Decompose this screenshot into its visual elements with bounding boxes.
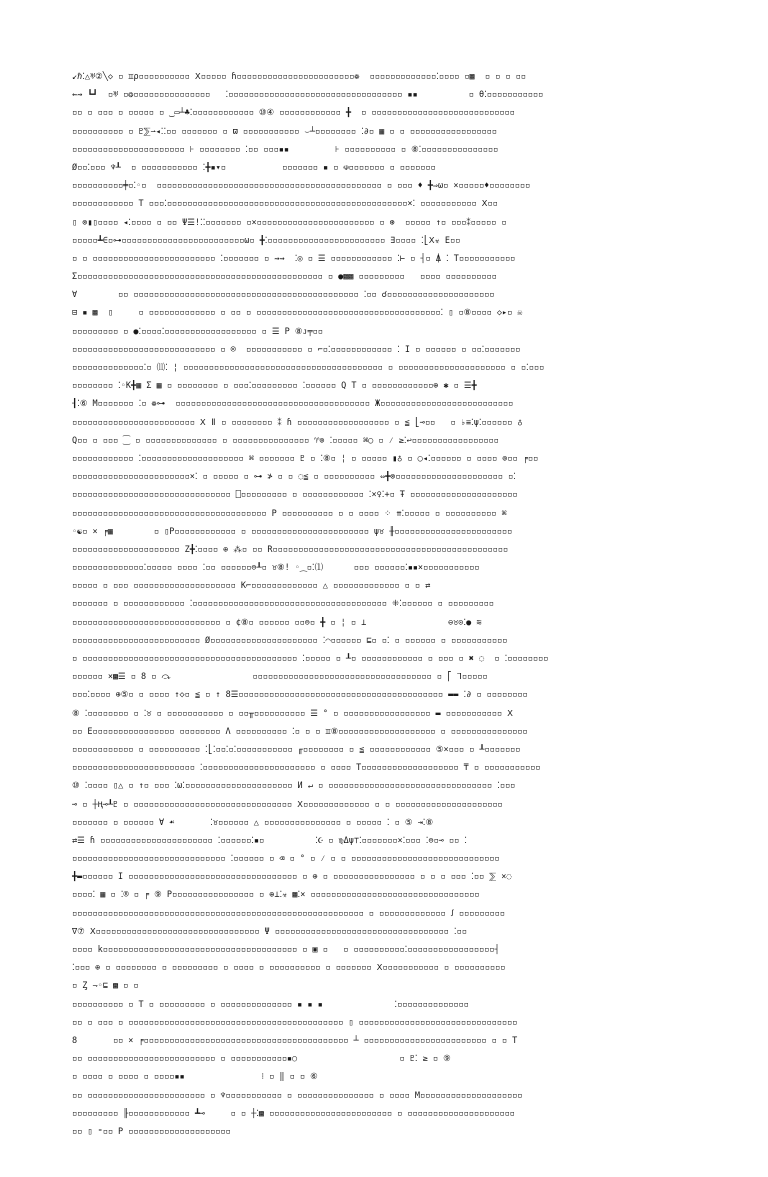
text-line: ⑧ ⁚▫▫▫▫▫▫▫▫ ▫ ⁚♉ ▫ ▫▫▫▫▫▫▫▫▫▫▫ ▫ ▫▫╥▫▫▫▫▫▫▫▫▫▫ ☰ ° ▫ ▫▫▫▫▫▫▫▫▫▫▫▫▫▫▫▫▫ ▬ ▫▫▫▫▫▫▫▫▫▫▫ Ⅹ: [72, 708, 513, 719]
text-line: ▫▫▫▫▫▫▫▫▫▫▫▫▫▫▫▫▫▫▫▫▫▫▫▫ ⁚▫▫▫▫▫▫▫▫▫▫▫▫▫▫▫▫▫▫▫▫▫▫ ▫ ▫▫▫▫ T▫▫▫▫▫▫▫▫▫▫▫▫▫▫▫▫▫▫▫ ₸ ▫ ▫▫▫▫▫▫▫▫▫▫▫: [72, 763, 541, 774]
text-line: Σ▫▫▫▫▫▫▫▫▫▫▫▫▫▫▫▫▫▫▫▫▫▫▫▫▫▫▫▫▫▫▫▫▫▫▫▫▫▫▫▫▫▫▫▫▫▫▫▫ ▫ ●▩▩ ▫▫▫▫▫▫▫▫▫ ▫▫▫▫ ▫▫▫▫▫▫▫▫▫▫: [72, 272, 497, 283]
text-line: ▫ ▫ ▫▫▫▫▫▫▫▫▫▫▫▫▫▫▫▫▫▫▫▫▫▫▫▫ ⁚▫▫▫▫▫▫▫ ▫ ⇝⇝ ⁚◎ ▫ ☰ ▫▫▫▫▫▫▫▫▫▫▫▫ ⁚⊢ ▫ ┤▫ ⍋ ⁚ T▫▫▫▫▫▫▫▫▫▫▫: [72, 253, 516, 264]
text-line: ▫▫▫▫▫▫▫▫▫▫╪▫⁚◦▫ ▫▫▫▫▫▫▫▫▫▫▫▫▫▫▫▫▫▫▫▫▫▫▫▫▫▫▫▫▫▫▫▫▫▫▫▫▫▫▫▫▫▫▫▫ ▫ ▫▫▫ ♦ ╋⇒ω▫ ×▫▫▫▫▫♦▫▫▫▫▫▫▫▫: [72, 181, 531, 192]
text-line: ▫▫▫▫▫▫▫▫▫▫ ▫ ♇⅀⇀◂⁚⁚▫▫ ▫▫▫▫▫▫▫ ▫ ϖ ▫▫▫▫▫▫▫▫▫▫▫ ⌣┴▫▫▫▫▫▫▫▫ ⁚∂▫ ▦ ▫ ▫ ▫▫▫▫▫▫▫▫▫▫▫▫▫▫▫▫▫: [72, 126, 497, 137]
text-line: ▫▫▫▫▫▫▫▫▫▫▫▫▫▫▫▫▫▫▫▫▫▫▫▫▫ Ø▫▫▫▫▫▫▫▫▫▫▫▫▫▫▫▫▫▫▫▫▫ ⁚⌒▫▫▫▫▫▫ ⊑▫ ▫⁚ ▫ ▫▫▫▫▫▫ ▫ ▫▫▫▫▫▫▫▫▫▫▫: [72, 635, 508, 646]
text-line: ⑩ ⁚▫▫▫▫ ▯△ ▫ ↑▫ ▫▫▫ ⁚ω⁚▫▫▫▫▫▫▫▫▫▫▫▫▫▫▫▫▫▫▫▫▫ И ↵ ▫ ▫▫▫▫▫▫▫▫▫▫▫▫▫▫▫▫▫▫▫▫▫▫▫▫▫▫▫▫▫▫▫▫ ⁚▫▫▫: [72, 781, 516, 792]
text-line: ▫▫▫▫▫▫▫▫▫▫▫▫▫▫▫▫▫▫▫▫▫ Z╋⁚▫▫▫▫ ⊕ ⁂▫ ▫▫ R▫▫▫▫▫▫▫▫▫▫▫▫▫▫▫▫▫▫▫▫▫▫▫▫▫▫▫▫▫▫▫▫▫▫▫▫▫▫▫▫▫▫▫▫▫▫: [72, 544, 508, 555]
text-line: [72, 1159, 697, 1177]
text-line: Q▫▫ ▫ ▫▫▫ ⁐ ▫ ▫▫▫▫▫▫▫▫▫▫▫▫▫▫ ▫ ▫▫▫▫▫▫▫▫▫▫▫▫▫▫▫ ♈⊚ ⁚▫▫▫▫▫ ⌘◯ ▫ ⁄ ≥⁚↩▫▫▫▫▫▫▫▫▫▫▫▫▫▫▫▫▫: [72, 435, 499, 446]
text-line: ▫▫▫⁚▫▫▫▫ ⊕⑤▫ ▫ ▫▫▫▫ ↑◇▫ ≦ ▫ ↑ 8☰▫▫▫▫▫▫▫▫▫▫▫▫▫▫▫▫▫▫▫▫▫▫▫▫▫▫▫▫▫▫▫▫▫▫▫▫▫▫▫▫ ▬▬ ⁚∂ ▫ ▫▫▫▫▫▫▫▫: [72, 690, 528, 701]
text-line: ▫▫▫▫▫▫▫▫▫▫▫▫▫▫▫▫▫▫▫▫▫▫▫×⁚ ▫ ▫▫▫▫▫ ▫ ⊶ ≯ ▫ ▫ ◌≦ ▫ ▫▫▫▫▫▫▫▫▫▫ ⇔╋⊗▫▫▫▫▫▫▫▫▫▫▫▫▫▫▫▫▫▫▫▫▫ ▫⁚: [72, 472, 516, 483]
text-line: ▫▫▫▫▫▫ ×▩☰ ▫ 8 ▫ ⤼ ▫▫▫▫▫▫▫▫▫▫▫▫▫▫▫▫▫▫▫▫▫▫▫▫▫▫▫▫▫▫▫▫▫▫▫ ▫ ⎡ ⅂▫▫▫▫▫: [72, 672, 488, 683]
text-line: ▫▫ E▫▫▫▫▫▫▫▫▫▫▫▫▫▫▫▫ ▫▫▫▫▫▫▫▫ Λ ▫▫▫▫▫▫▫▫▫▫ ⁚▫ ▫ ▫ ♊⑧▫▫▫▫▫▫▫▫▫▫▫▫▫▫▫▫▫▫▫ ▫ ▫▫▫▫▫▫▫▫▫▫▫▫▫▫▫: [72, 726, 528, 737]
text-line: ▫▫▫▫▫▫▫▫▫▫▫▫▫▫▫▫▫▫▫▫▫▫▫▫ Ⅹ ǁ ▫ ▫▫▫▫▫▫▫▫ ⁑ ɦ ▫▫▫▫▫▫▫▫▫▫▫▫▫▫▫▫▫▫ ▫ ≦ ⎣⊸▫▫ ▫ ♭≡⁚ψ⁚▫▫▫▫▫▫ ♁: [72, 417, 523, 428]
text-line: ▫▫▫▫▫▫▫▫▫▫▫▫ ⁚▫▫▫▫▫▫▫▫▫▫▫▫▫▫▫▫▫▫▫▫ ⌘ ▫▫▫▫▫▫▫ ♇ ▫ ⁚⑧▫ ¦ ▫ ▫▫▫▫▫ ▮♁ ▫ ◯◂⁚▫▫▫▫▫▫ ▫ ▫▫▫▫ ⊚▫▫ ╒▫▫: [72, 453, 539, 464]
text-line: ▫▫▫▫▫▫▫▫▫▫▫▫ T ▫▫▫⁚▫▫▫▫▫▫▫▫▫▫▫▫▫▫▫▫▫▫▫▫▫▫▫▫▫▫▫▫▫▫▫▫▫▫▫▫▫▫▫▫▫▫▫▫▫▫▫×⁚ ▫▫▫▫▫▫▫▫▫▫▫ Ⅹ▫▫: [72, 199, 498, 210]
text-line: ▫▫▫▫▫▫▫▫▫▫▫▫▫▫▫▫▫▫▫▫▫▫▫▫▫▫▫▫▫▫▫▫▫▫▫▫▫▫▫▫▫▫▫▫▫▫▫▫▫▫▫▫▫▫▫▫▫ ▫ ▫▫▫▫▫▫▫▫▫▫▫▫▫ ꭍ ▫▫▫▫▫▫▫▫▫: [72, 908, 505, 919]
text-line: ▫▫▫▫▫▫▫▫▫▫ ▫ T ▫ ▫▫▫▫▫▫▫▫▫ ▫ ▫▫▫▫▫▫▫▫▫▫▫▫▫▫ ▪ ▪ ▪ ⁚▫▫▫▫▫▫▫▫▫▫▫▫▫▫: [72, 999, 469, 1010]
text-line: ⊸ ▫ ┼Ⱨ⊸┸♇ ▫ ▫▫▫▫▫▫▫▫▫▫▫▫▫▫▫▫▫▫▫▫▫▫▫▫▫▫▫▫▫▫▫ Ⅹ▫▫▫▫▫▫▫▫▫▫▫▫▫ ▫ ▫ ▫▫▫▫▫▫▫▫▫▫▫▫▫▫▫▫▫▫▫▫▫: [72, 799, 503, 810]
text-line: ▫▫▫▫▫▫▫▫ ⁚◦K╋▦ Σ ▦ ▫ ▫▫▫▫▫▫▫▫ ▫ ▫▫▫⁚▫▫▫▫▫▫▫▫▫ ⁚▫▫▫▫▫▫ Q T ▫ ▫▫▫▫▫▫▫▫▫▫▫▫⊕ ✱ ▫ ☰╋: [72, 381, 477, 392]
text-line: ▫▫▫▫▫▫▫▫▫▫▫▫▫▫▫▫▫▫▫▫▫▫▫▫▫▫▫▫▫▫▫▫▫▫▫▫▫▫ P ▫▫▫▫▫▫▫▫▫▫ ▫ ▫ ▫▫▫▫ ⁘ ⇈⁚▫▫▫▫▫ ▫ ▫▫▫▫▫▫▫▫▫▫ ⌘: [72, 508, 507, 519]
text-line: ▫▫ ▯ ⁼▫▫ P ▫▫▫▫▫▫▫▫▫▫▫▫▫▫▫▫▫▫▫▫: [72, 1126, 231, 1137]
text-line: ▫▫▫▫▫▫▫▫▫ ╟▫▫▫▫▫▫▫▫▫▫▫▫ ┻⊸ ▫ ▫ ┼⁚▩ ▫▫▫▫▫▫▫▫▫▫▫▫▫▫▫▫▫▫▫▫▫▫▫▫ ▫ ▫▫▫▫▫▫▫▫▫▫▫▫▫▫▫▫▫▫▫▫▫: [72, 1108, 515, 1119]
text-line: Ø▫▫⁚▫▫▫ ♆┸ ▫ ▫▫▫▫▫▫▫▫▫▫▫ ⁚╋▪▾▫ ▫▫▫▫▫▫▫ ▪ ▫ ☫▫▫▫▫▫▫▫ ▫ ▫▫▫▫▫▫▫: [72, 162, 436, 173]
text-line: ⁚▫▫▫ ⊕ ▫ ▫▫▫▫▫▫▫▫ ▫ ▫▫▫▫▫▫▫▫▫ ▫ ▫▫▫▫ ▫ ▫▫▫▫▫▫▫▫▫▫ ▫ ▫▫▫▫▫▫▫ Ⅹ▫▫▫▫▫▫▫▫▫▫▫ ▫ ▫▫▫▫▫▫▫▫▫▫: [72, 963, 506, 974]
text-line: ▫▫▫▫▫┻∈▫⊶▫▫▫▫▫▫▫▫▫▫▫▫▫▫▫▫▫▫▫▫▫▫▫▫ω▫ ╋⁚▫▫▫▫▫▫▫▫▫▫▫▫▫▫▫▫▫▫▫▫▫▫▫ ∃▫▫▫▫ ⁚⎣Ⅹ☣ E▫▫: [72, 235, 461, 246]
text-line: ∀ ▫▫ ▫▫▫▫▫▫▫▫▫▫▫▫▫▫▫▫▫▫▫▫▫▫▫▫▫▫▫▫▫▫▫▫▫▫▫▫▫▫▫▫▫▫▫▫ ⁚▫▫ ☌▫▫▫▫▫▫▫▫▫▫▫▫▫▫▫▫▫▫▫▫▫: [72, 290, 495, 301]
text-line: ▫▫▫▫▫▫▫▫▫▫▫▫▫▫▫▫▫▫▫▫▫▫ ⊦ ▫▫▫▫▫▫▫▫ ⁚▫▫ ▫▫▫▪▪ ⊦ ▫▫▫▫▫▫▫▫▫▫ ▫ ⑧⁚▫▫▫▫▫▫▫▫▫▫▫▫▫▫▫: [72, 144, 499, 155]
text-line: ▫ ▫▫▫▫▫▫▫▫▫▫▫▫▫▫▫▫▫▫▫▫▫▫▫▫▫▫▫▫▫▫▫▫▫▫▫▫▫▫▫▫▫▫ ⁚▫▫▫▫▫ ▫ ┸▫ ▫▫▫▫▫▫▫▫▫▫▫▫ ▫ ▫▫▫ ▫ ✖ ◌ ▫ ⁚▫▫▫▫▫▫▫▫: [72, 654, 549, 664]
text-line: ▫▫▫▫▫▫▫ ▫ ▫▫▫▫▫▫▫▫▫▫▫▫ ⁚▫▫▫▫▫▫▫▫▫▫▫▫▫▫▫▫▫▫▫▫▫▫▫▫▫▫▫▫▫▫▫▫▫▫▫▫▫▫ ⁜⁚▫▫▫▫▫▫ ▫ ▫▫▫▫▫▫▫▫▫: [72, 599, 494, 610]
text-line: ▫▫▫▫▫▫▫▫▫▫▫▫▫▫▫▫▫▫▫▫▫▫▫▫▫▫▫▫ ▫ ⌾ ▫▫▫▫▫▫▫▫▫▫▫ ▫ ⌐▫⁚▫▫▫▫▫▫▫▫▫▫▫▫ ⁚ I ▫ ▫▫▫▫▫▫ ▫ ▫▫⁚▫▫▫▫▫▫▫: [72, 344, 521, 355]
text-line: ▫▫▫▫▫▫▫▫▫▫▫▫▫▫▫▫▫▫▫▫▫▫▫▫▫▫▫▫▫ ▫ ¢⑧▫ ▫▫▫▫▫▫ ▫▫⊜▫ ╋ ▫ ¦ ▫ ⊥ ⊖♉⊙⁚● ≋: [72, 617, 482, 628]
text-line: ▫ ▫▫▫▫ ▫ ▫▫▫▫ ▫ ▫▫▫▫▪▪ ⁝ ▫ ‖ ▫ ▫ ⑥: [72, 1072, 318, 1083]
garbled-text-block: [72, 68, 697, 1137]
text-line: ▫▫ ▫▫▫▫▫▫▫▫▫▫▫▫▫▫▫▫▫▫▫▫▫▫▫▫▫ ▫ ▫▫▫▫▫▫▫▫▫▫▫▪○ ▫ ♇⁚ ≥ ▫ ⑨: [72, 1054, 451, 1065]
text-line: ▫▫▫▫⁚ ▦ ▫ ⁚® ▫ ╒ ⑨ P▫▫▫▫▫▫▫▫▫▫▫▫▫▫▫▫ ▫ ⊕⊥⁚☣ ▩⁚× ▫▫▫▫▫▫▫▫▫▫▫▫▫▫▫▫▫▫▫▫▫▫▫▫▫▫▫▫▫▫▫▫▫: [72, 890, 480, 901]
text-line: ▫▫ ▫ ▫▫▫ ▫ ▫▫▫▫▫▫▫▫▫▫▫▫▫▫▫▫▫▫▫▫▫▫▫▫▫▫▫▫▫▫▫▫▫▫▫▫▫▫▫▫▫▫ ▯ ▫▫▫▫▫▫▫▫▫▫▫▫▫▫▫▫▫▫▫▫▫▫▫▫▫▫▫▫▫▫▫: [72, 1017, 518, 1028]
text-line: ⊟ ▪ ▩ ▯ ▫ ▫▫▫▫▫▫▫▫▫▫▫▫▫ ▫ ▫▫ ▫ ▫▫▫▫▫▫▫▫▫▫▫▫▫▫▫▫▫▫▫▫▫▫▫▫▫▫▫▫▫▫▫▫▫▫▫▫⁚ ▯ ▫⑧▫▫▫▫ ◇▸▫ ☠: [72, 308, 523, 319]
text-line: ◦☯▫ × ╒▦ ▫ ▯P▫▫▫▫▫▫▫▫▫▫▫▫ ▫ ▫▫▫▫▫▫▫▫▫▫▫▫▫▫▫▫▫▫▫▫▫▫▫ ψ♉ ╫▫▫▫▫▫▫▫▫▫▫▫▫▫▫▫▫▫▫▫▫▫▫▫: [72, 526, 513, 537]
text-line: [72, 1141, 697, 1159]
text-line: ⇜⇝ ┗┛ ▫♅ ▫❂▫▫▫▫▫▫▫▫▫▫▫▫▫▫▫ ⁚▫▫▫▫▫▫▫▫▫▫▫▫▫▫▫▫▫▫▫▫▫▫▫▫▫▫▫▫▫▫▫▫▫▫ ▪▪ ▫ θ⁚▫▫▫▫▫▫▫▫▫▫▫: [72, 90, 544, 101]
text-line: ▫▫▫▫ k▫▫▫▫▫▫▫▫▫▫▫▫▫▫▫▫▫▫▫▫▫▫▫▫▫▫▫▫▫▫▫▫▫▫▫▫▫▫ ▫ ▣ ▫ ▫ ▫▫▫▫▫▫▫▫▫▫⁚▫▫▫▫▫▫▫▫▫▫▫▫▫▫▫▫▫┤: [72, 945, 500, 955]
text-line: ╋▬▫▫▫▫▫▫ I ▫▫▫▫▫▫▫▫▫▫▫▫▫▫▫▫▫▫▫▫▫▫▫▫▫▫▫▫▫▫▫▫▫ ▫ ⊕ ▫ ▫▫▫▫▫▫▫▫▫▫▫▫▫▫▫▫ ▫ ▫ ▫ ▫▫▫ ⁚▫▫ ⅀ ×◌: [72, 872, 512, 883]
text-line: 8 ▫▫ × ╒▫▫▫▫▫▫▫▫▫▫▫▫▫▫▫▫▫▫▫▫▫▫▫▫▫▫▫▫▫▫▫▫▫▫▫▫▫▫▫▫ ┴ ▫▫▫▫▫▫▫▫▫▫▫▫▫▫▫▫▫▫▫▫▫▫▫▫ ▫ ▫ T: [72, 1035, 518, 1046]
text-line: ▫▫▫▫▫▫▫▫▫▫▫▫ ▫ ▫▫▫▫▫▫▫▫▫▫ ⁚⎣⁚▫▫⁚▫⁚▫▫▫▫▫▫▫▫▫▫▫ ╓▫▫▫▫▫▫▫▫ ▫ ≦ ▫▫▫▫▫▫▫▫▫▫▫▫ ⑤×▫▫▫ ▫ ╨▫▫▫▫▫▫▫: [72, 744, 521, 755]
text-line: ▫ Ȥ ⇁◦⊑ ▩ ▫ ▫: [72, 981, 139, 992]
text-line: ┨⁚⑥ M▫▫▫▫▫▫▫ ⁚▫ ❁⊶ ▫▫▫▫▫▫▫▫▫▫▫▫▫▫▫▫▫▫▫▫▫▫▫▫▫▫▫▫▫▫▫▫▫▫▫▫▫▫ Ж▫▫▫▫▫▫▫▫▫▫▫▫▫▫▫▫▫▫▫▫▫▫▫▫▫▫: [72, 399, 514, 410]
text-line: ▫▫ ▫ ▫▫▫ ▫ ▫▫▫▫▫ ▫ ‿▭┴♣⁚▫▫▫▫▫▫▫▫▫▫▫▫ ⑩④ ▫▫▫▫▫▫▫▫▫▫▫▫ ╋ ▫ ▫▫▫▫▫▫▫▫▫▫▫▫▫▫▫▫▫▫▫▫▫▫▫▫▫▫▫▫: [72, 108, 515, 119]
text-line: ⇄☰ ɦ ▫▫▫▫▫▫▫▫▫▫▫▫▫▫▫▫▫▫▫▫▫▫ ⁚▫▫▫▫▫▫⁚▪▫ ⁚☪ ▫ ♍Δψ⊤⁚▫▫▫▫▫▫▫×⁚▫▫▫ ⁚⊜▫⊸ ▫▫ ⁚: [72, 835, 467, 846]
text-line: ▫▫ ▫▫▫▫▫▫▫▫▫▫▫▫▫▫▫▫▫▫▫▫▫▫▫ ▫ ♆▫▫▫▫▫▫▫▫▫▫▫ ▫ ▫▫▫▫▫▫▫▫▫▫▫▫▫▫▫ ▫ ▫▫▫▫ M▫▫▫▫▫▫▫▫▫▫▫▫▫▫▫▫▫▫▫▫: [72, 1090, 523, 1101]
text-line: ↙ℏ⁚△♅②╲◇ ▫ ♊ρ▫▫▫▫▫▫▫▫▫▫ Ⅹ▫▫▫▫▫ ɦ▫▫▫▫▫▫▫▫▫▫▫▫▫▫▫▫▫▫▫▫▫▫▫❁ ▫▫▫▫▫▫▫▫▫▫▫▫▫⁚▫▫▫▫ ▫▩ ▫ ▫ ▫ ▫▫: [72, 72, 526, 82]
text-line: ∇⑦ Ⅹ▫▫▫▫▫▫▫▫▫▫▫▫▫▫▫▫▫▫▫▫▫▫▫▫▫▫▫▫▫▫▫▫ Ψ ▫▫▫▫▫▫▫▫▫▫▫▫▫▫▫▫▫▫▫▫▫▫▫▫▫▫▫▫▫▫▫▫▫▫ ⁚▫▫: [72, 926, 467, 937]
text-line: ▫▫▫▫▫▫▫▫▫▫▫▫▫▫⁚▫ ⑾⁚ ¦ ▫▫▫▫▫▫▫▫▫▫▫▫▫▫▫▫▫▫▫▫▫▫▫▫▫▫▫▫▫▫▫▫▫▫▫▫▫▫▫ ▫ ▫▫▫▫▫▫▫▫▫▫▫▫▫▫▫▫▫▫▫▫▫ ▫ ▫⁚▫▫▫: [72, 363, 545, 373]
text-line: ▫▫▫▫▫▫▫▫▫▫▫▫▫▫⁚▫▫▫▫▫ ▫▫▫▫ ⁚▫▫ ▫▫▫▫▫▫⊜┸▫ ♉⑧! ◦⁔▫⁚⑴ ▫▫▫ ▫▫▫▫▫▫⁚▪▪×▫▫▫▫▫▫▫▫▫▫▫: [72, 563, 480, 574]
text-line: ▫▫▫▫▫▫▫▫▫▫▫▫▫▫▫▫▫▫▫▫▫▫▫▫▫▫▫▫▫▫▫ ⎕▫▫▫▫▫▫▫▫▫ ▫ ▫▫▫▫▫▫▫▫▫▫▫▫ ⁚×♀⁚+▫ Ŧ ▫▫▫▫▫▫▫▫▫▫▫▫▫▫▫▫▫▫▫▫▫: [72, 490, 518, 501]
text-line: ▫▫▫▫▫▫▫ ▫ ▫▫▫▫▫▫ Ɐ ☙ ⁚♉▫▫▫▫▫▫ △ ▫▫▫▫▫▫▫▫▫▫▫▫▫▫▫ ▫ ▫▫▫▫▫ ⁚ ▫ ⑤ ⇥⁚⑧: [72, 817, 434, 828]
text-line: ▫▫▫▫▫▫▫▫▫ ▫ ●⁚▫▫▫▫⁚▫▫▫▫▫▫▫▫▫▫▫▫▫▫▫▫▫▫ ▫ ☰ P ⑧ᴊ╤▫▫: [72, 326, 323, 337]
text-line: ▫▫▫▫▫▫▫▫▫▫▫▫▫▫▫▫▫▫▫▫▫▫▫▫▫▫▫▫▫▫ ⁚▫▫▫▫▫▫ ▫ ⌫ ▫ ° ▫ ⁄ ▫ ▫ ▫▫▫▫▫▫▫▫▫▫▫▫▫▫▫▫▫▫▫▫▫▫▫▫▫▫▫▫▫: [72, 854, 500, 865]
text-line: ▯ ⊗▮▯▫▫▫▫ ◂⁚▫▫▫▫ ▫ ▫▫ Ψ☰!⁚⁚▫▫▫▫▫▫▫ ▫×▫▫▫▫▫▫▫▫▫▫▫▫▫▫▫▫▫▫▫▫▫▫▫ ▫ ⊛ ▫▫▫▫▫ ↑▫ ▫▫▫⁑▫▫▫▫▫ ▫: [72, 217, 507, 228]
text-line: ▫▫▫▫▫ ▫ ▫▫▫ ▫▫▫▫▫▫▫▫▫▫▫▫▫▫▫▫▫▫▫▫ K⌐▫▫▫▫▫▫▫▫▫▫▫▫▫ △ ▫▫▫▫▫▫▫▫▫▫▫▫▫ ▫ ▫ ⇄: [72, 581, 431, 592]
